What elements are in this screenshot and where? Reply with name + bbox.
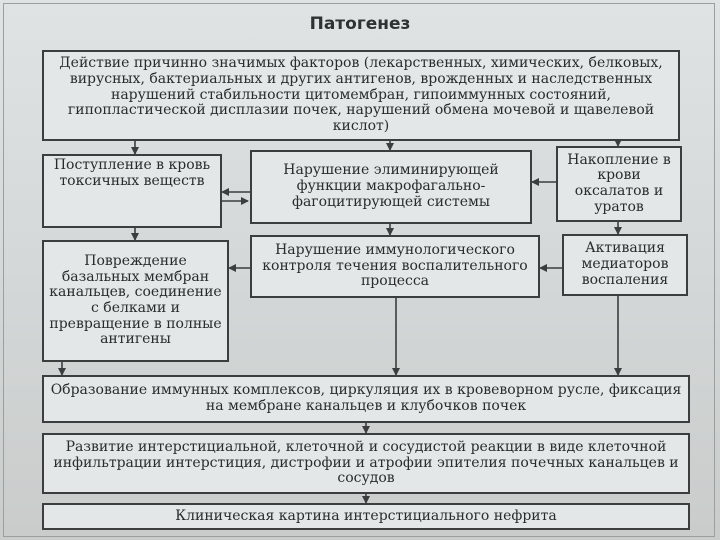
box-oxalates-urates: Накопление в крови оксалатов и уратов — [556, 146, 682, 222]
box-tissue-reaction: Развитие интерстициальной, клеточной и сосудистой реакции в виде клеточной инфильтрации интерстиция, дистрофии и атрофии эпителия почечных канальцев и сосудов — [42, 433, 690, 494]
box-membrane-damage: Повреждение базальных мембран канальцев, соединение с белками и превращение в полные антигены — [42, 240, 229, 362]
box-immune-complexes: Образование иммунных комплексов, циркуляция их в кровеворном русле, фиксация на мембране канальцев и клубочков почек — [42, 375, 690, 423]
box-mediators-activation: Активация медиаторов воспаления — [562, 234, 688, 296]
box-immune-control: Нарушение иммунологического контроля течения воспалительного процесса — [250, 235, 540, 298]
box-elimination-disorder: Нарушение элиминирующей функции макрофагально-фагоцитирующей системы — [250, 150, 532, 224]
box-causal-factors: Действие причинно значимых факторов (лекарственных, химических, белковых, вирусных, бактериальных и других антигенов, врожденных и наследственных нарушений стабильности цитомембран, гипоиммунных состояний, гипопластической дисплазии почек, нарушений обмена мочевой и щавелевой кислот) — [42, 50, 680, 141]
diagram-title: Патогенез — [309, 14, 411, 34]
box-toxins-in-blood: Поступление в кровь токсичных веществ — [42, 154, 222, 228]
box-clinical-picture: Клиническая картина интерстициального нефрита — [42, 503, 690, 530]
